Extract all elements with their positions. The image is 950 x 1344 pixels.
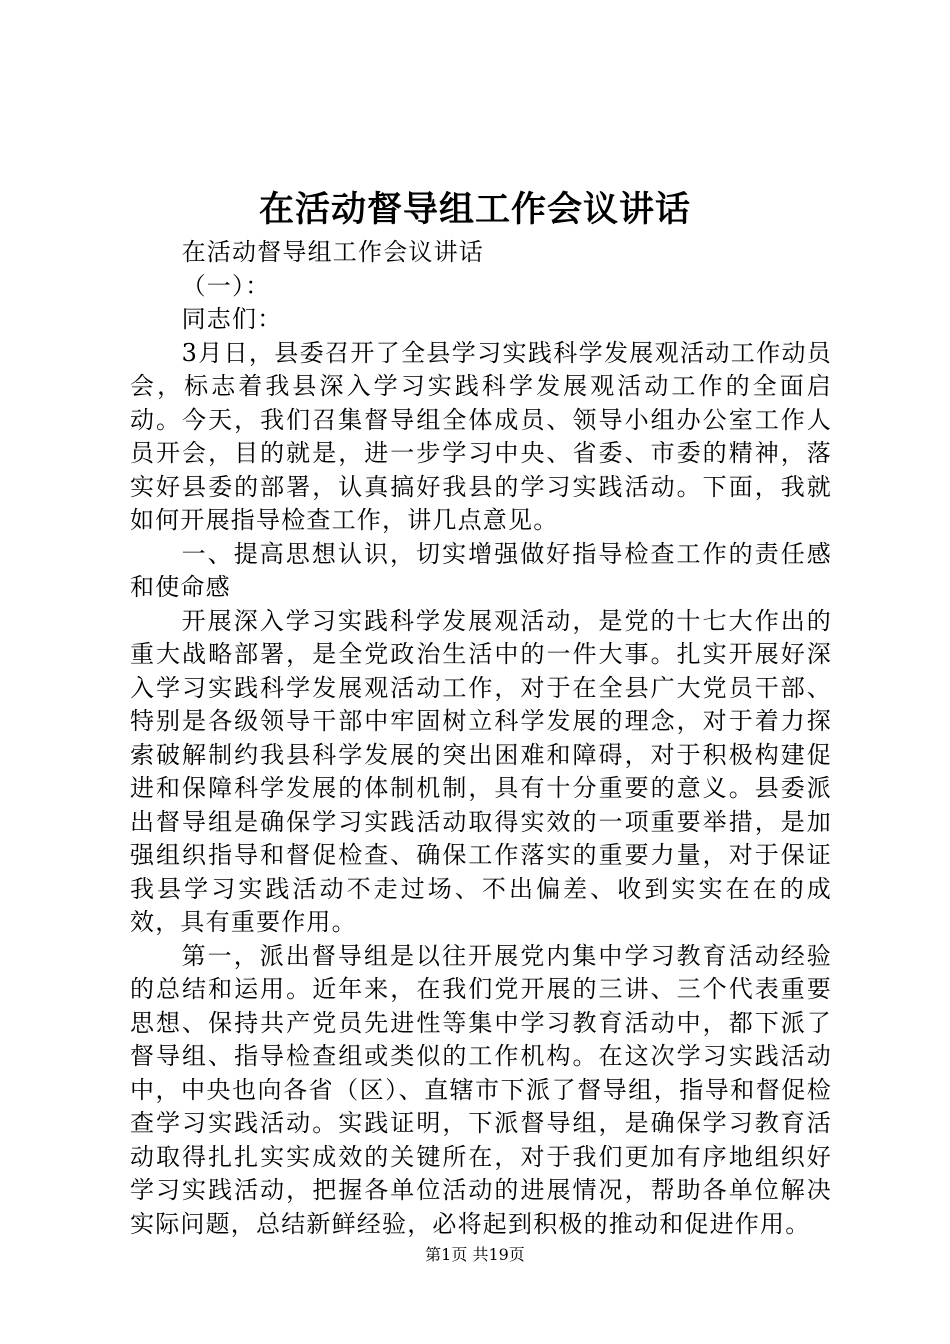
- document-body: [130, 236, 832, 1241]
- section-heading: 一、提高思想认识，切实增强做好指导检查工作的责任感和使命感: [130, 539, 832, 601]
- page-number-footer: 第1页 共19页: [425, 1245, 525, 1264]
- body-paragraph: （一）：: [181, 271, 271, 300]
- body-paragraph: 3月日，县委召开了全县学习实践科学发展观活动工作动员会，标志着我县深入学习实践科学发展观活动工作的全面启动。今天，我们召集督导组全体成员、领导小组办公室工作人员开会，目的就是，进一步学习中央、省委、市委的精神，落实好县委的部署，认真搞好我县的学习实践活动。下面，我就如何开展指导检查工作，讲几点意见。: [130, 338, 832, 534]
- body-paragraph: 开展深入学习实践科学发展观活动，是党的十七大作出的重大战略部署，是全党政治生活中的一件大事。扎实开展好深入学习实践科学发展观活动工作，对于在全县广大党员干部、特别是各级领导干部中牢固树立科学发展的理念，对于着力探索破解制约我县科学发展的突出困难和障碍，对于积极构建促进和保障科学发展的体制机制，具有十分重要的意义。县委派出督导组是确保学习实践活动取得实效的一项重要举措，是加强组织指导和督促检查、确保工作落实的重要力量，对于保证我县学习实践活动不走过场、不出偏差、收到实实在在的成效，具有重要作用。: [130, 606, 832, 936]
- body-paragraph: 在活动督导组工作会议讲话: [181, 238, 484, 266]
- body-paragraph: 第一，派出督导组是以往开展党内集中学习教育活动经验的总结和运用。近年来，在我们党开展的三讲、三个代表重要思想、保持共产党员先进性等集中学习教育活动中，都下派了督导组、指导检查组或类似的工作机构。在这次学习实践活动中，中央也向各省（区）、直辖市下派了督导组，指导和督促检查学习实践活动。实践证明，下派督导组，是确保学习教育活动取得扎扎实实成效的关键所在，对于我们更加有序地组织好学习实践活动，把握各单位活动的进展情况，帮助各单位解决实际问题，总结新鲜经验，必将起到积极的推动和促进作用。: [130, 941, 832, 1238]
- salutation: 同志们：: [181, 305, 283, 333]
- document-title: 在活动督导组工作会议讲话: [258, 189, 691, 230]
